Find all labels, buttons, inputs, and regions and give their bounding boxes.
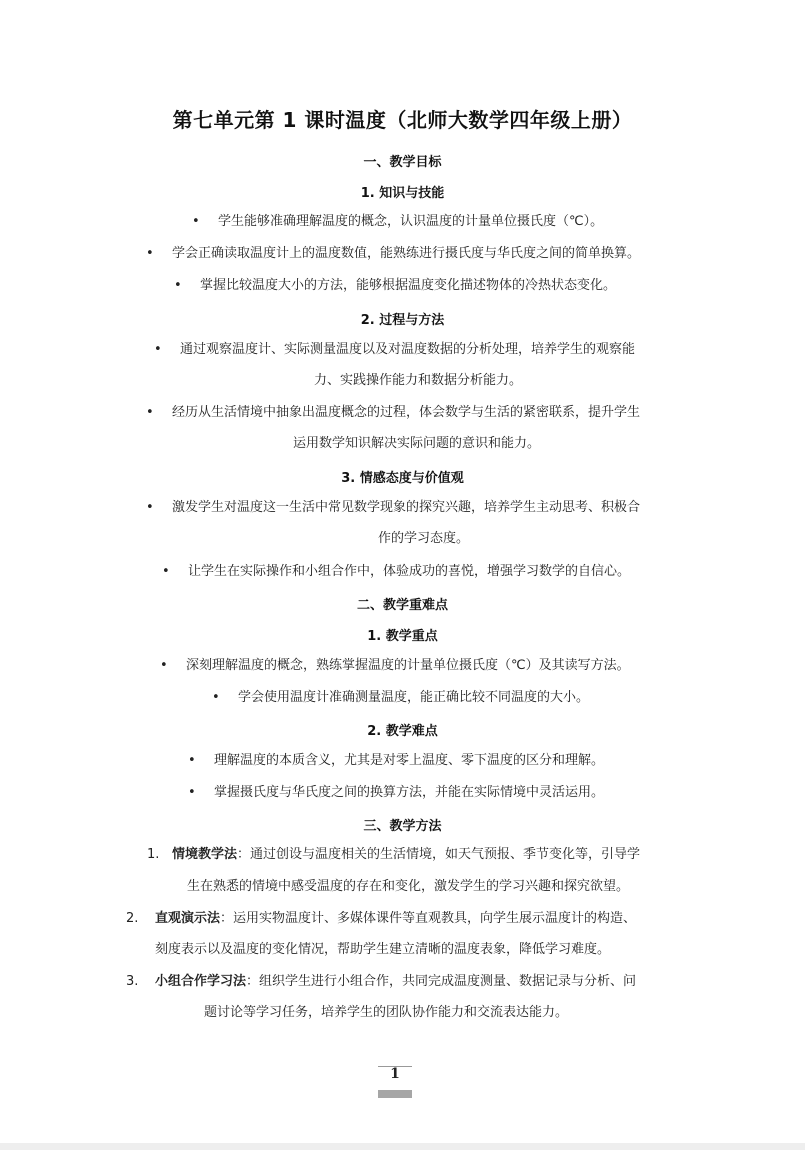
list-item-continuation: 运用数学知识解决实际问题的意识和能力。 [293, 436, 541, 451]
subheading-process-method: 2. 过程与方法 [360, 313, 445, 328]
method-number: 2. [126, 911, 139, 926]
list-item-continuation: 力、实践操作能力和数据分析能力。 [314, 373, 523, 388]
list-item: • 通过观察温度计、实际测量温度以及对温度数据的分析处理，培养学生的观察能 [180, 341, 635, 359]
method-name: 直观演示法 [155, 911, 221, 926]
list-item: • 让学生在实际操作和小组合作中，体验成功的喜悦，增强学习数学的自信心。 [188, 563, 630, 581]
list-item: • 学生能够准确理解温度的概念，认识温度的计量单位摄氏度（℃）。 [218, 213, 603, 231]
list-item-continuation: 作的学习态度。 [378, 531, 470, 546]
subheading-attitude-values: 3. 情感态度与价值观 [341, 471, 464, 486]
list-item: • 激发学生对温度这一生活中常见数学现象的探究兴趣，培养学生主动思考、积极合 [172, 499, 640, 517]
method-name: 小组合作学习法 [155, 974, 247, 989]
subheading-difficult-points: 2. 教学难点 [367, 724, 438, 739]
list-item: • 掌握比较温度大小的方法，能够根据温度变化描述物体的冷热状态变化。 [200, 277, 616, 295]
section-heading-objectives: 一、教学目标 [363, 155, 442, 170]
method-number: 3. [126, 974, 139, 989]
subheading-key-points: 1. 教学重点 [367, 629, 438, 644]
list-item: • 掌握摄氏度与华氏度之间的换算方法，并能在实际情境中灵活运用。 [214, 784, 604, 802]
section-heading-methods: 三、教学方法 [363, 819, 442, 834]
method-continuation: 刻度表示以及温度的变化情况，帮助学生建立清晰的温度表象，降低学习难度。 [155, 942, 611, 957]
list-item: • 经历从生活情境中抽象出温度概念的过程，体会数学与生活的紧密联系，提升学生 [172, 404, 640, 422]
section-heading-key-difficult: 二、教学重难点 [356, 598, 448, 613]
page-number: 1 [390, 1066, 400, 1082]
method-text: ：通过创设与温度相关的生活情境，如天气预报、季节变化等，引导学 [237, 847, 641, 862]
subheading-knowledge-skills: 1. 知识与技能 [360, 186, 445, 201]
method-name: 情境教学法 [172, 847, 238, 862]
document-title: 第七单元第 1 课时温度（北师大数学四年级上册） [172, 108, 633, 132]
list-item: • 理解温度的本质含义，尤其是对零上温度、零下温度的区分和理解。 [214, 752, 604, 770]
page-number-bar [378, 1090, 412, 1098]
list-item: • 学会使用温度计准确测量温度，能正确比较不同温度的大小。 [238, 689, 589, 707]
method-item [172, 846, 640, 864]
method-number: 1. [147, 847, 160, 862]
list-item: • 学会正确读取温度计上的温度数值，能熟练进行摄氏度与华氏度之间的简单换算。 [172, 245, 640, 263]
list-item: • 深刻理解温度的概念，熟练掌握温度的计量单位摄氏度（℃）及其读写方法。 [186, 657, 630, 675]
method-continuation: 题讨论等学习任务，培养学生的团队协作能力和交流表达能力。 [204, 1005, 569, 1020]
method-item [155, 973, 636, 991]
method-continuation: 生在熟悉的情境中感受温度的存在和变化，激发学生的学习兴趣和探究欲望。 [187, 879, 630, 894]
method-text: ：组织学生进行小组合作，共同完成温度测量、数据记录与分析、问 [246, 974, 637, 989]
method-text: ：运用实物温度计、多媒体课件等直观教具，向学生展示温度计的构造、 [220, 911, 637, 926]
method-item [155, 910, 636, 928]
